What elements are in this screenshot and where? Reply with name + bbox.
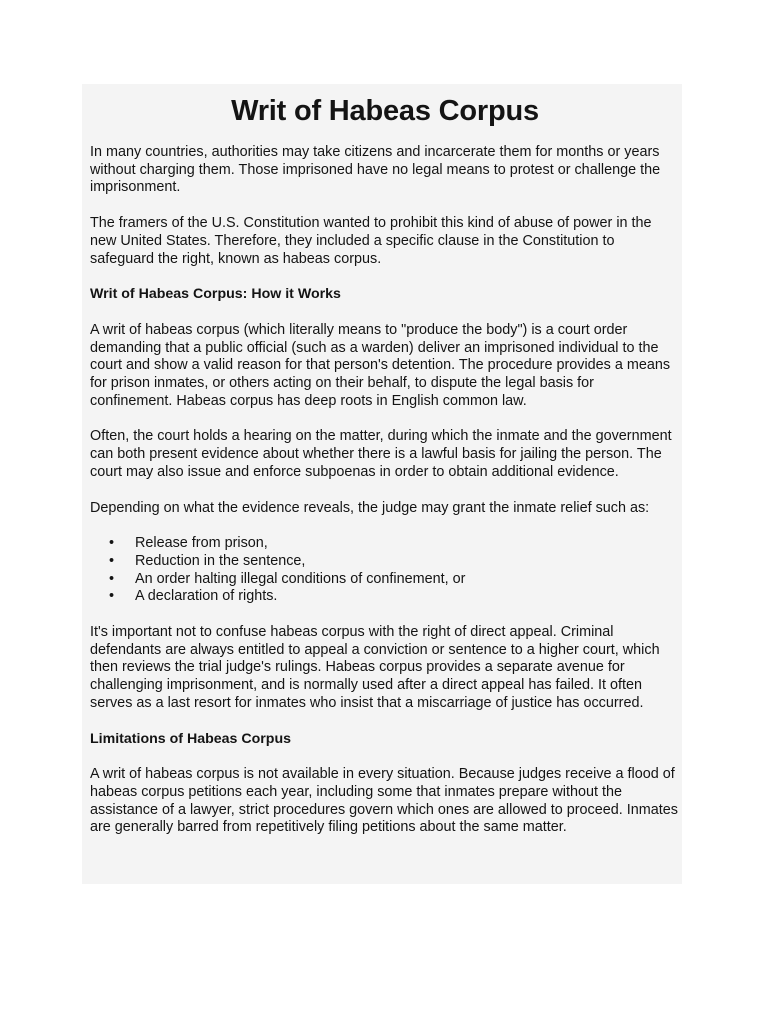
limitations-paragraph: A writ of habeas corpus is not available in every situation. Because judges receive a flood of habeas corpus petitions each year, including some that inmates prepare without the assistance of a lawyer, strict procedures govern which ones are allowed to proceed. Inmates are generally barred from repetitively filing petitions about the same matter. [90, 766, 678, 836]
document-title: Writ of Habeas Corpus [231, 95, 539, 127]
how-paragraph-3: Depending on what the evidence reveals, the judge may grant the inmate relief such as: [90, 499, 650, 516]
list-item-text: Release from prison, [135, 535, 268, 552]
intro-paragraph-1: In many countries, authorities may take citizens and incarcerate them for months or years without charging them. Those imprisoned have no legal means to protest or challenge the imprisonment. [90, 144, 661, 196]
list-item [90, 571, 680, 589]
document-content-area [82, 84, 682, 884]
how-paragraph-2: Often, the court holds a hearing on the matter, during which the inmate and the government can both present evidence about whether there is a lawful basis for jailing the person. The court may also issue and enforce subpoenas in order to obtain additional evidence. [90, 428, 672, 480]
section-heading-how-it-works: Writ of Habeas Corpus: How it Works [90, 286, 341, 303]
relief-list [90, 535, 680, 606]
list-item-text: Reduction in the sentence, [135, 552, 306, 569]
bullet-icon: • [109, 535, 115, 552]
intro-paragraph-2: The framers of the U.S. Constitution wanted to prohibit this kind of abuse of power in the new United States. Therefore, they included a specific clause in the Constitution to safeguard the right, known as habeas corpus. [90, 215, 652, 267]
list-item-text: An order halting illegal conditions of confinement, or [135, 570, 466, 587]
bullet-icon: • [109, 570, 115, 587]
bullet-icon: • [109, 588, 115, 605]
section-heading-limitations: Limitations of Habeas Corpus [90, 730, 292, 747]
direct-appeal-paragraph: It's important not to confuse habeas corpus with the right of direct appeal. Criminal defendants are always entitled to appeal a conviction or sentence to a higher court, which then reviews the trial judge's rulings. Habeas corpus provides a separate avenue for challenging imprisonment, and is normally used after a direct appeal has failed. It often serves as a last resort for inmates who insist that a miscarriage of justice has occurred. [90, 624, 660, 711]
list-item [90, 588, 680, 606]
how-paragraph-1: A writ of habeas corpus (which literally means to "produce the body") is a court order demanding that a public official (such as a warden) deliver an imprisoned individual to the court and show a valid reason for that person's detention. The procedure provides a means for prison inmates, or others acting on their behalf, to dispute the legal basis for confinement. Habeas corpus has deep roots in English common law. [90, 321, 671, 409]
list-item [90, 553, 680, 571]
list-item-text: A declaration of rights. [135, 588, 278, 605]
bullet-icon: • [109, 552, 115, 569]
list-item [90, 535, 680, 553]
document-body [90, 84, 680, 837]
